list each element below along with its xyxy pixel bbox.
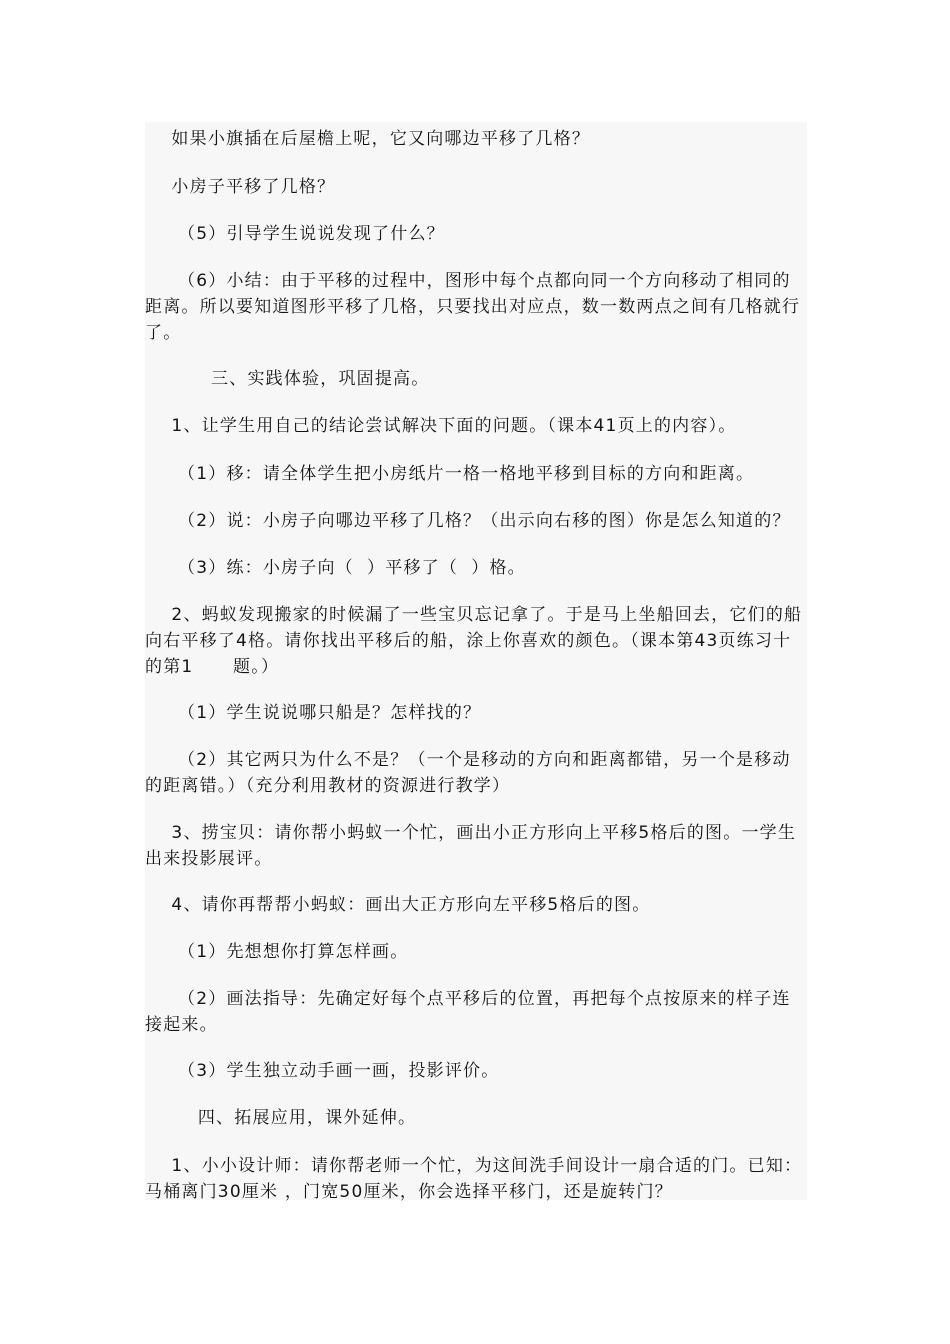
paragraph-item-2-sub-2: （2）其它两只为什么不是？（一个是移动的方向和距离都错，另一个是移动的距离错。）（充分利用教材的资源进行教学） bbox=[145, 750, 791, 796]
paragraph-item-4-sub-2: （2）画法指导：先确定好每个点平移后的位置，再把每个点按原来的样子连接起来。 bbox=[145, 989, 791, 1035]
paragraph-item-1: 1、让学生用自己的结论尝试解决下面的问题。（课本41页上的内容）。 bbox=[145, 416, 737, 436]
paragraph-item-4: 4、请你再帮帮小蚂蚁：画出大正方形向左平移5格后的图。 bbox=[145, 895, 651, 915]
paragraph-item-3: 3、捞宝贝：请你帮小蚂蚁一个忙，画出小正方形向上平移5格后的图。一学生出来投影展评。 bbox=[145, 823, 797, 869]
paragraph-item-4-sub-1: （1）先想想你打算怎样画。 bbox=[145, 942, 409, 962]
paragraph-item-2-sub-1: （1）学生说说哪只船是？怎样找的？ bbox=[145, 703, 482, 723]
paragraph-item-4-sub-3: （3）学生独立动手画一画，投影评价。 bbox=[145, 1061, 500, 1081]
paragraph-item-1-practice: （3）练：小房子向（ ）平移了（ ）格。 bbox=[145, 558, 526, 578]
paragraph-step-6-summary: （6）小结：由于平移的过程中，图形中每个点都向同一个方向移动了相同的距离。所以要知道图形平移了几格，只要找出对应点，数一数两点之间有几格就行了。 bbox=[145, 271, 801, 343]
section-heading-4: 四、拓展应用，课外延伸。 bbox=[145, 1108, 417, 1128]
paragraph-question-flag: 如果小旗插在后屋檐上呢，它又向哪边平移了几格？ bbox=[145, 129, 591, 149]
paragraph-item-1-say: （2）说：小房子向哪边平移了几格？（出示向右移的图）你是怎么知道的？ bbox=[145, 511, 791, 531]
paragraph-item-1-move: （1）移：请全体学生把小房纸片一格一格地平移到目标的方向和距离。 bbox=[145, 464, 755, 484]
paragraph-designer-task: 1、小小设计师：请你帮老师一个忙，为这间洗手间设计一扇合适的门。已知：马桶离门30厘米 ，门宽50厘米，你会选择平移门，还是旋转门？ bbox=[145, 1156, 803, 1202]
paragraph-step-5: （5）引导学生说说发现了什么？ bbox=[145, 224, 445, 244]
paragraph-item-2: 2、蚂蚁发现搬家的时候漏了一些宝贝忘记拿了。于是马上坐船回去，它们的船向右平移了4格。请你找出平移后的船，涂上你喜欢的颜色。（课本第43页练习十的第1 题。） bbox=[145, 605, 803, 677]
paragraph-question-house: 小房子平移了几格？ bbox=[145, 177, 336, 197]
section-heading-3: 三、实践体验，巩固提高。 bbox=[145, 369, 430, 389]
